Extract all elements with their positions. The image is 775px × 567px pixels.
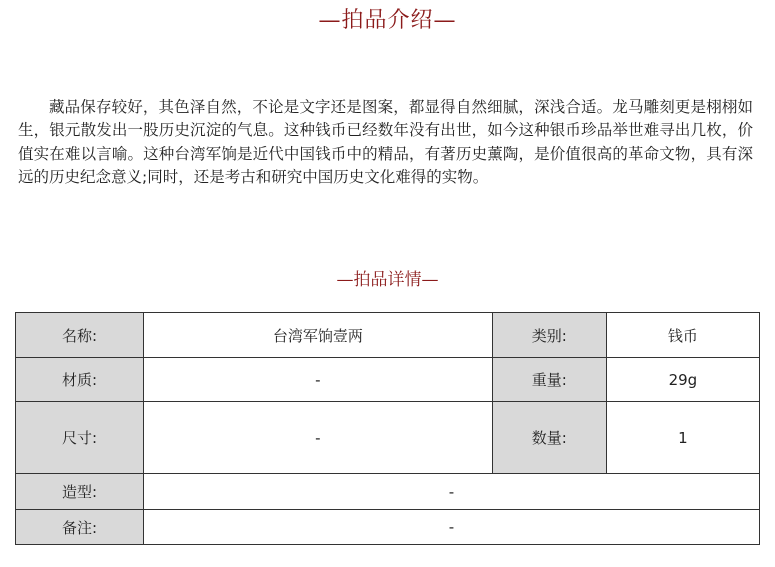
weight-label: 重量: bbox=[492, 358, 606, 402]
intro-paragraph: 藏品保存较好，其色泽自然，不论是文字还是图案，都显得自然细腻，深浅合适。龙马雕刻更是栩栩如生，银元散发出一股历史沉淀的气息。这种钱币已经数年没有出世，如今这种银币珍品举世难寻出几枚，价值实在难以言喻。这种台湾军饷是近代中国钱币中的精品，有著历史薰陶，是价值很高的革命文物，具有深远的历史纪念意义;同时，还是考古和研究中国历史文化难得的实物。 bbox=[18, 98, 753, 186]
table-row bbox=[16, 402, 760, 474]
table-row bbox=[16, 313, 760, 358]
name-label: 名称: bbox=[16, 313, 144, 358]
details-section-title: —拍品详情— bbox=[336, 270, 439, 290]
intro-section-title: —拍品介绍— bbox=[318, 8, 457, 33]
size-label: 尺寸: bbox=[16, 402, 144, 474]
size-value: - bbox=[144, 402, 493, 474]
remarks-value: - bbox=[144, 510, 760, 545]
table-row bbox=[16, 510, 760, 545]
quantity-value: 1 bbox=[606, 402, 759, 474]
material-value: - bbox=[144, 358, 493, 402]
quantity-label: 数量: bbox=[492, 402, 606, 474]
material-label: 材质: bbox=[16, 358, 144, 402]
shape-value: - bbox=[144, 474, 760, 510]
table-row bbox=[16, 474, 760, 510]
shape-label: 造型: bbox=[16, 474, 144, 510]
weight-value: 29g bbox=[606, 358, 759, 402]
category-label: 类别: bbox=[492, 313, 606, 358]
details-table bbox=[15, 312, 760, 545]
name-value: 台湾军饷壹两 bbox=[144, 313, 493, 358]
table-row bbox=[16, 358, 760, 402]
category-value: 钱币 bbox=[606, 313, 759, 358]
remarks-label: 备注: bbox=[16, 510, 144, 545]
